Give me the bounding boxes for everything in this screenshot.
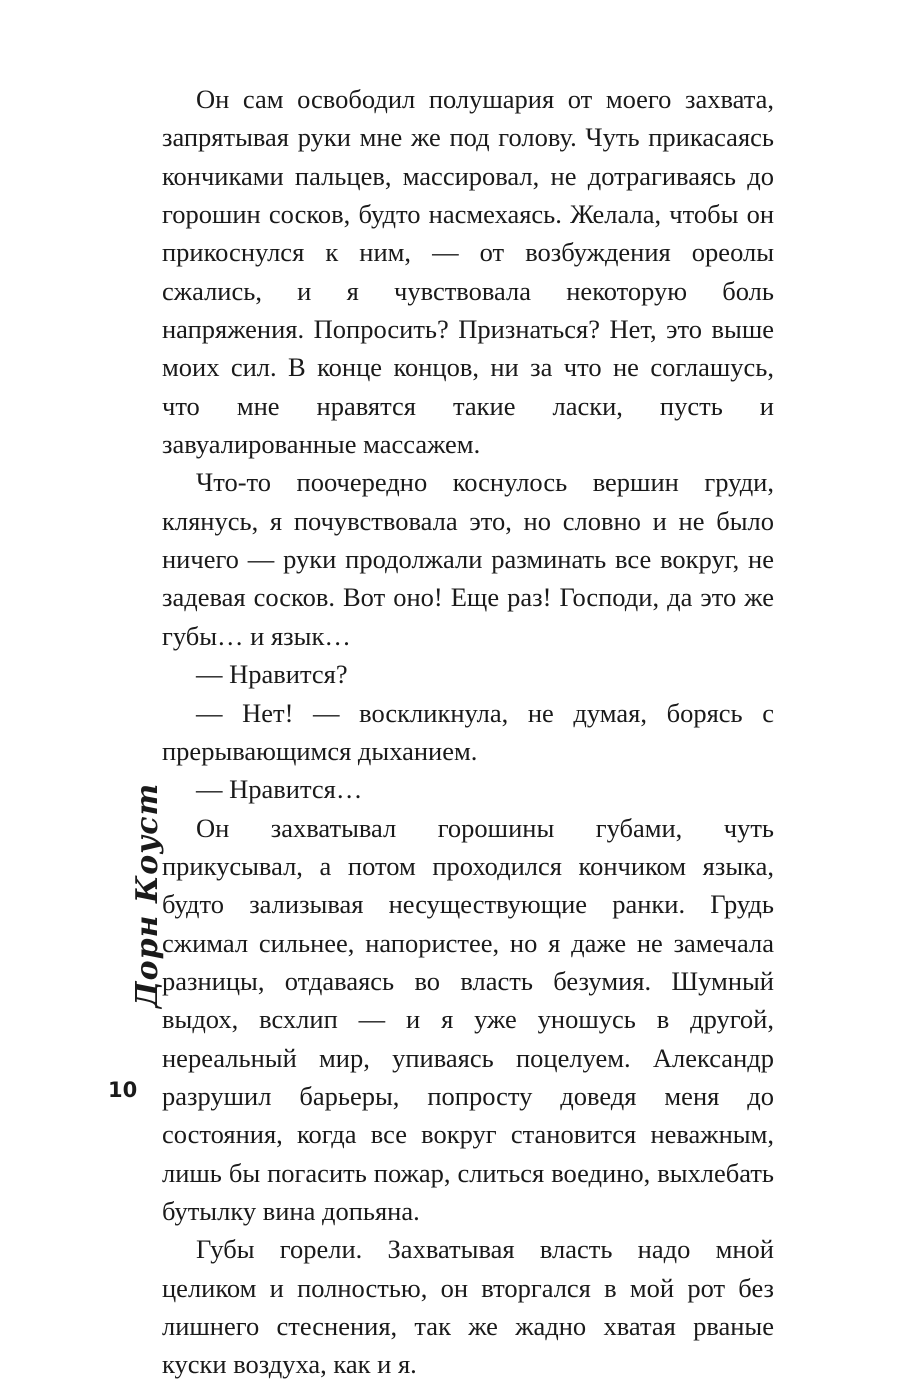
paragraph: Он сам освободил полушария от моего захвата, запрятывая руки мне же под голову. Чуть прикасаясь кончиками пальцев, массировал, не дотрагиваясь до горошин сосков, будто насмехаясь. Желала, чтобы он прикоснулся к ним, — от возбуждения ореолы сжались, и я чувствовала некоторую боль напряжения. Попросить? Признаться? Нет, это выше моих сил. В конце концов, ни за что не соглашусь, что мне нравятся такие ласки, пусть и завуалированные массажем. <box>162 84 774 460</box>
paragraph: Он захватывал горошины губами, чуть прикусывал, а потом проходился кончиком языка, будто зализывая несуществующие ранки. Грудь сжимал сильнее, напористее, но я даже не замечала разницы, отдаваясь во власть безумия. Шумный выдох, всхлип — и я уже уношусь в другой, нереальный мир, упиваясь поцелуем. Александр разрушил барьеры, попросту доведя меня до состояния, когда все вокруг становится неважным, лишь бы погасить пожар, слиться воедино, выхлебать бутылку вина допьяна. <box>162 812 774 1226</box>
page-body-text <box>162 80 774 1384</box>
paragraph: Что-то поочередно коснулось вершин груди, клянусь, я почувствовала это, но словно и не было ничего — руки продолжали разминать все вокруг, не задевая сосков. Вот оно! Еще раз! Господи, да это же губы… и язык… <box>162 467 774 651</box>
paragraph: Губы горели. Захватывая власть надо мной целиком и полностью, он вторгался в мой рот без лишнего стеснения, так же жадно хватая рваные куски воздуха, как и я. <box>162 1234 774 1380</box>
dialogue-line: — Нравится… <box>196 774 363 805</box>
page-number: 10 <box>108 1078 138 1102</box>
dialogue-line: — Нет! — воскликнула, не думая, борясь с прерывающимся дыханием. <box>162 697 774 766</box>
author-name-vertical: Дорн Коуст <box>130 782 165 1008</box>
dialogue-line: — Нравится? <box>196 659 348 690</box>
